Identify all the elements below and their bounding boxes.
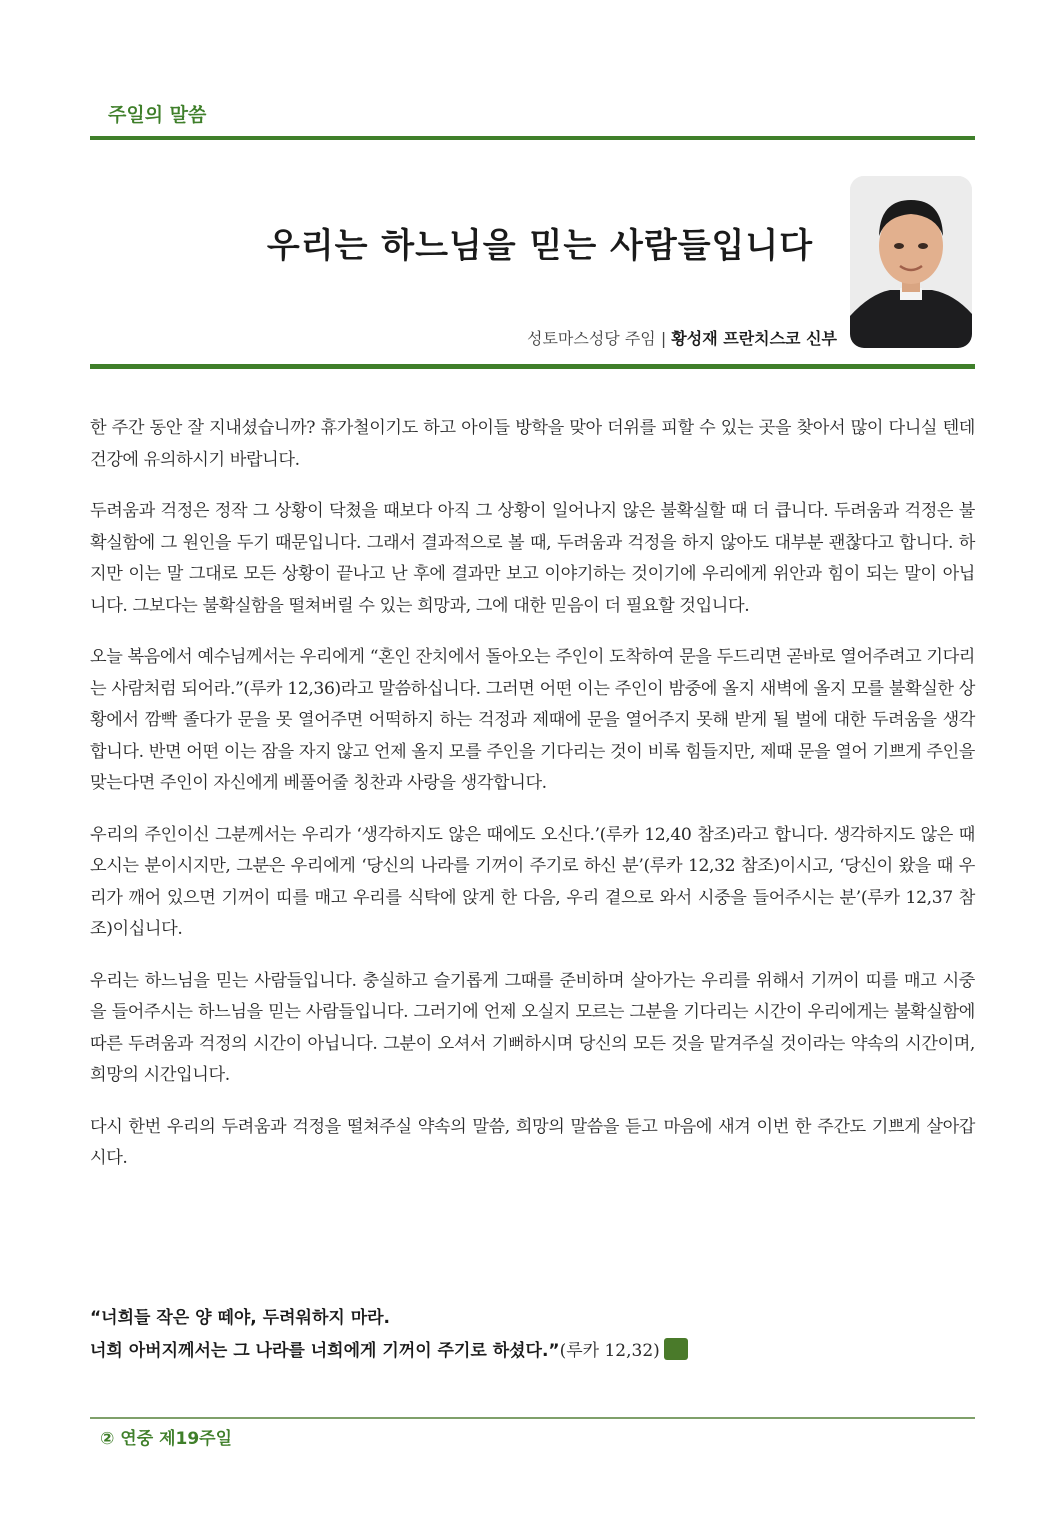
section-label: 주일의 말씀 [108,104,207,126]
byline-name: 황성재 프란치스코 신부 [671,329,837,348]
paragraph: 오늘 복음에서 예수님께서는 우리에게 “혼인 잔치에서 돌아오는 주인이 도착하여 문을 두드리면 곧바로 열어주려고 기다리는 사람처럼 되어라.”(루카 12,36)라고 말씀하십니다. 그러면 어떤 이는 주인이 밤중에 올지 새벽에 올지 모를 불확실한 상황에서 깜빡 졸다가 문을 못 열어주면 어떡하지 하는 걱정과 제때에 문을 열어주지 못해 받게 될 벌에 대한 두려움을 생각합니다. 반면 어떤 이는 잠을 자지 않고 언제 올지 모를 주인을 기다리는 것이 비록 힘들지만, 제때 문을 열어 기쁘게 주인을 맞는다면 주인이 자신에게 베풀어줄 칭찬과 사랑을 생각합니다. [90,647,975,793]
paragraph: 두려움과 걱정은 정작 그 상황이 닥쳤을 때보다 아직 그 상황이 일어나지 않은 불확실할 때 더 큽니다. 두려움과 걱정은 불확실함에 그 원인을 두기 때문입니다. 그래서 결과적으로 볼 때, 두려움과 걱정을 하지 않아도 대부분 괜찮다고 합니다. 하지만 이는 말 그대로 모든 상황이 끝나고 난 후에 결과만 보고 이야기하는 것이기에 우리에게 위안과 힘이 되는 말이 아닙니다. 그보다는 불확실함을 떨쳐버릴 수 있는 희망과, 그에 대한 믿음이 더 필요할 것입니다. [90,501,975,616]
closing-quote [90,1302,975,1368]
byline-org: 성토마스성당 주임 | [527,329,672,348]
page-footer: ② 연중 제19주일 [100,1429,232,1449]
title-divider [90,364,975,369]
paragraph: 우리는 하느님을 믿는 사람들입니다. 충실하고 슬기롭게 그때를 준비하며 살아가는 우리를 위해서 기꺼이 띠를 매고 시중을 들어주시는 하느님을 믿는 사람들입니다. 그러기에 언제 오실지 모르는 그분을 기다리는 시간이 우리에게는 불확실함에 따른 두려움과 걱정의 시간이 아닙니다. 그분이 오셔서 기뻐하시며 당신의 모든 것을 맡겨주실 것이라는 약속의 시간이며, 희망의 시간입니다. [90,970,975,1085]
end-mark-icon [664,1338,688,1360]
paragraph: 다시 한번 우리의 두려움과 걱정을 떨쳐주실 약속의 말씀, 희망의 말씀을 듣고 마음에 새겨 이번 한 주간도 기쁘게 살아갑시다. [90,1116,975,1168]
quote-line-1: “너희들 작은 양 떼야, 두려워하지 마라. [90,1308,391,1328]
footer-divider [90,1417,975,1419]
quote-line-2-wrap [90,1335,975,1368]
quote-line-2: 너희 아버지께서는 그 나라를 너희에게 기꺼이 주기로 하셨다.” [90,1341,560,1361]
quote-reference: (루카 12,32) [559,1341,660,1361]
paragraph: 우리의 주인이신 그분께서는 우리가 ‘생각하지도 않은 때에도 오신다.’(루카 12,40 참조)라고 합니다. 생각하지도 않은 때 오시는 분이시지만, 그분은 우리에게 ‘당신의 나라를 기꺼이 주기로 하신 분’(루카 12,32 참조)이시고, ‘당신이 왔을 때 우리가 깨어 있으면 기꺼이 띠를 매고 우리를 식탁에 앉게 한 다음, 우리 곁으로 와서 시중을 들어주시는 분’(루카 12,37 참조)이십니다. [90,824,975,939]
author-portrait [850,176,972,348]
paragraph: 한 주간 동안 잘 지내셨습니까? 휴가철이기도 하고 아이들 방학을 맞아 더위를 피할 수 있는 곳을 찾아서 많이 다니실 텐데 건강에 유의하시기 바랍니다. [90,418,975,470]
article-title: 우리는 하느님을 믿는 사람들입니다 [266,226,814,266]
article-body [90,413,975,1195]
byline [527,326,837,349]
header-divider [90,136,975,140]
